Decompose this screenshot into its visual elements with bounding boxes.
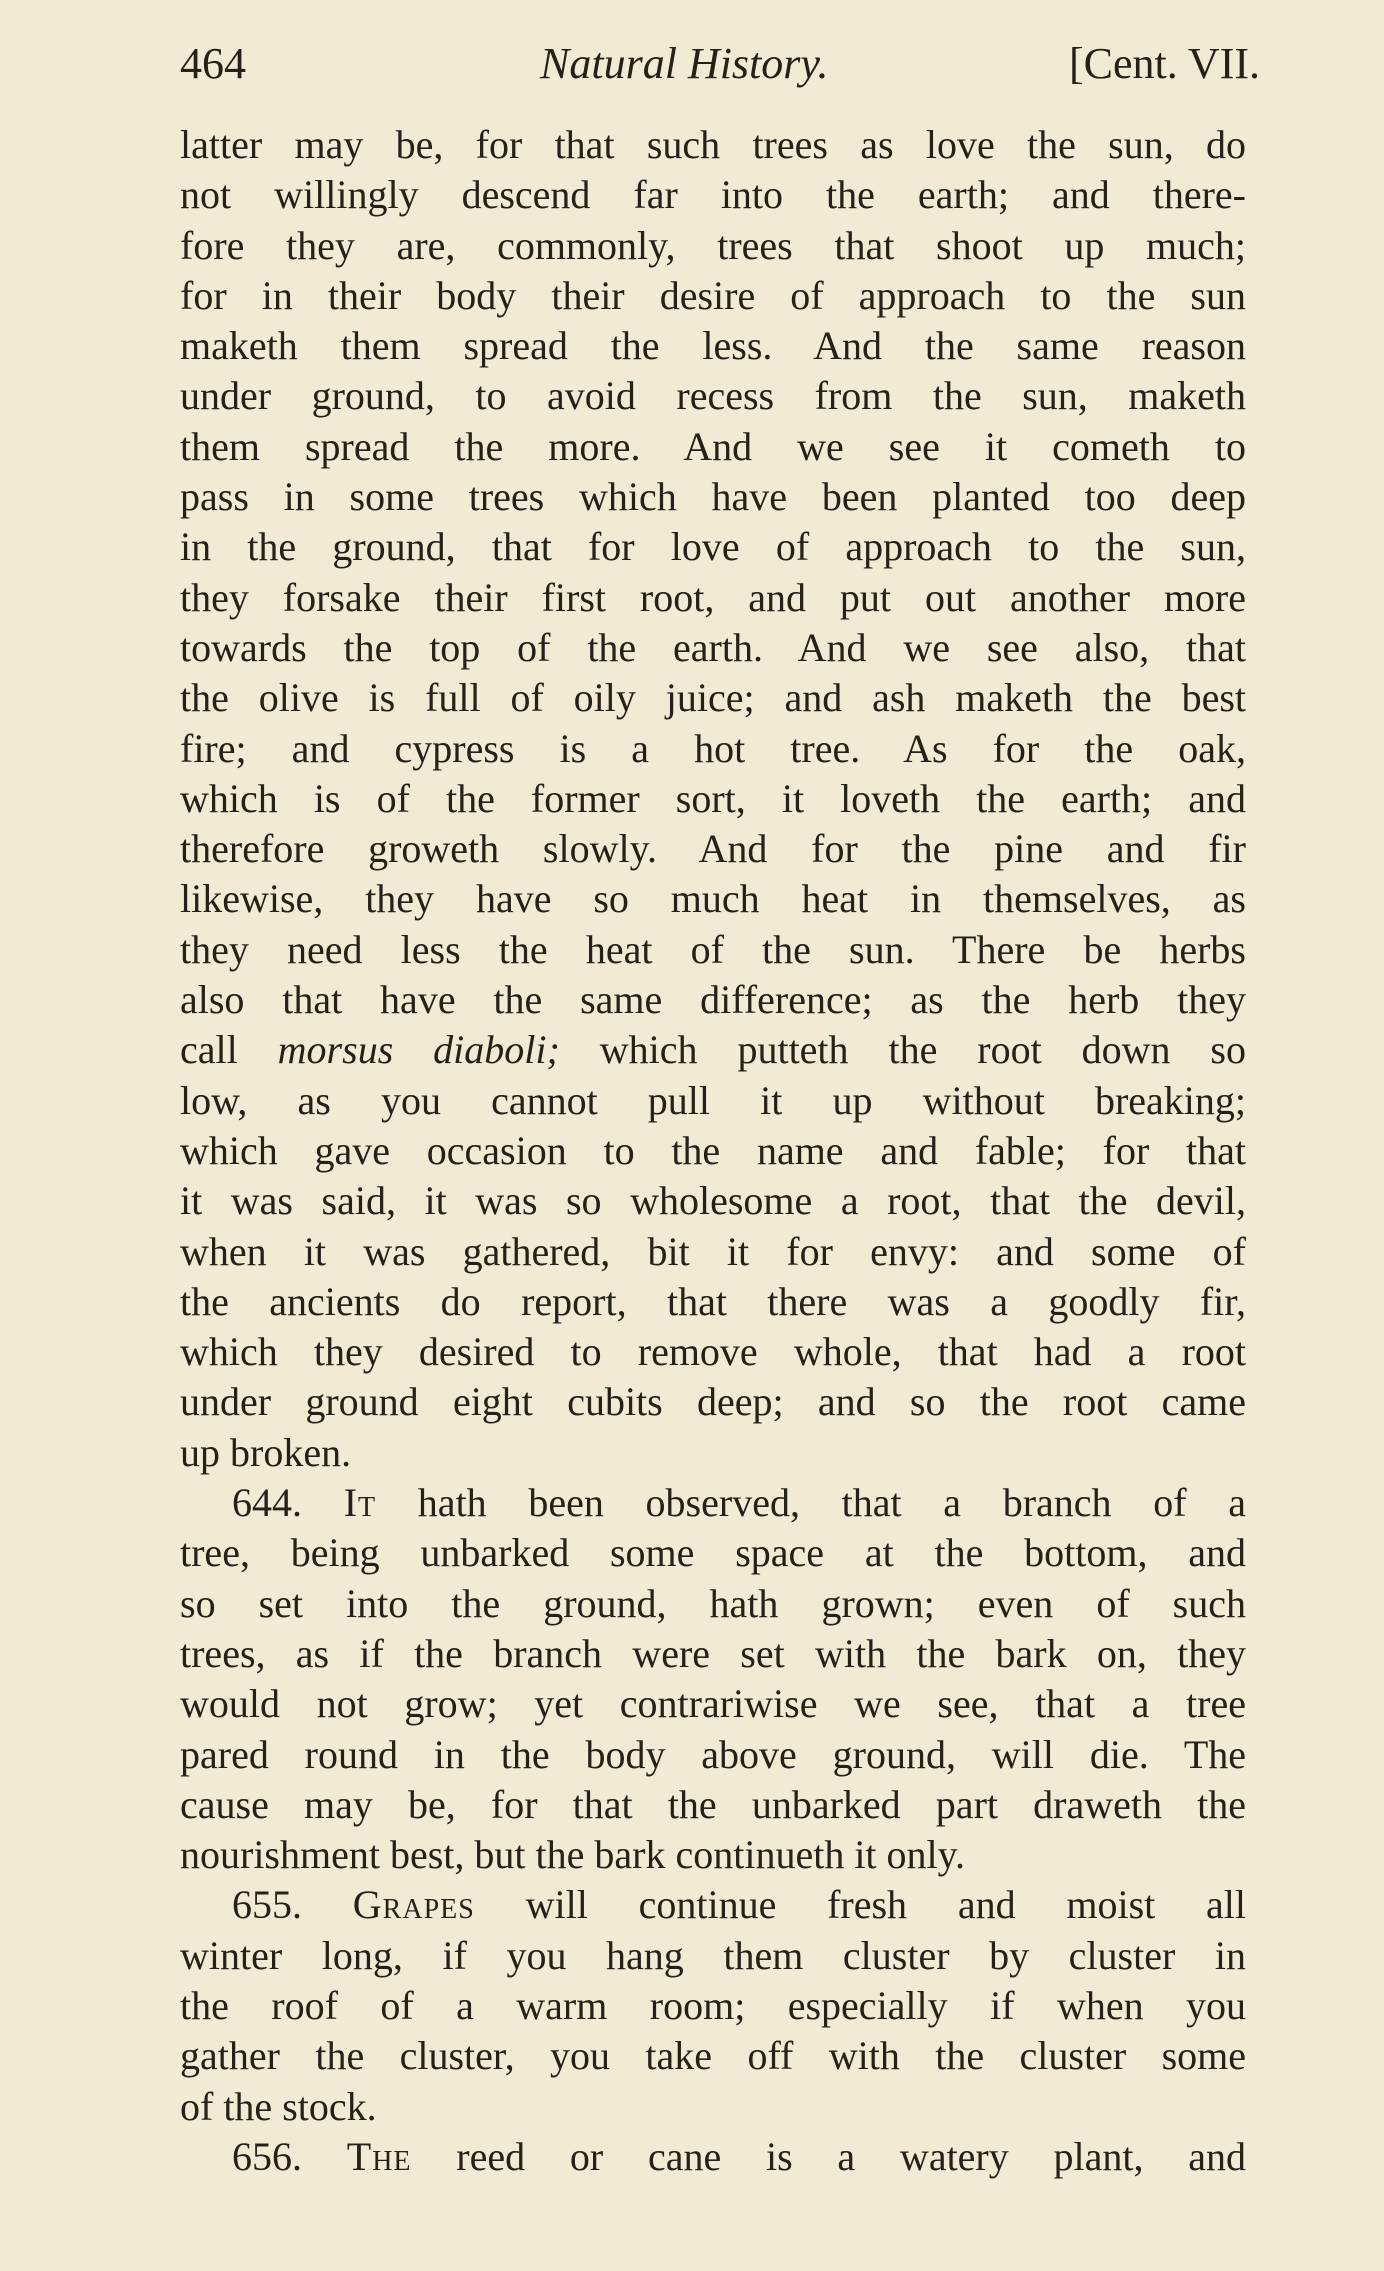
text-line: up broken.: [180, 1429, 352, 1475]
text-line: they need less the heat of the sun. There be herbs: [180, 926, 1246, 972]
opening-word: The: [346, 2133, 412, 2179]
text-line: under ground, to avoid recess from the sun, maketh: [180, 373, 1246, 419]
text-line: latter may be, for that such trees as love the sun, do: [180, 122, 1246, 167]
text-line: would not grow; yet contrariwise we see, that a tree: [180, 1681, 1246, 1727]
opening-word: It: [343, 1480, 377, 1526]
text-line: they forsake their first root, and put out another more: [180, 574, 1246, 620]
text-line: winter long, if you hang them cluster by cluster in: [180, 1932, 1246, 1978]
opening-word: Grapes: [352, 1882, 475, 1928]
text-line: pass in some trees which have been planted too deep: [180, 474, 1246, 520]
text-line: which gave occasion to the name and fable; for that: [180, 1127, 1246, 1173]
text-line: the roof of a warm room; especially if when you: [180, 1982, 1246, 2028]
text-line: of the stock.: [180, 2083, 377, 2129]
text-line: cause may be, for that the unbarked part draweth the: [180, 1781, 1246, 1827]
text-line: which they desired to remove whole, that had a root: [180, 1329, 1246, 1375]
paragraph-number: 656.: [232, 2133, 302, 2179]
paragraph-start-656: [180, 2132, 1246, 2182]
text-line: towards the top of the earth. And we see also, that: [180, 624, 1246, 670]
text-line: nourishment best, but the bark continueth it only.: [180, 1832, 966, 1878]
text-line: also that have the same difference; as the herb they: [180, 977, 1246, 1023]
text-line: not willingly descend far into the earth; and there-: [180, 172, 1246, 218]
page-number: 464: [180, 39, 246, 88]
text-line: pared round in the body above ground, will die. The: [180, 1731, 1246, 1777]
text-line: therefore groweth slowly. And for the pine and fir: [180, 826, 1246, 872]
text-line: which is of the former sort, it loveth the earth; and: [180, 775, 1246, 821]
paragraph-number: 644.: [232, 1480, 302, 1526]
text-line: them spread the more. And we see it cometh to: [180, 423, 1246, 469]
running-title: Natural History.: [540, 39, 829, 88]
paragraph-start-644: [180, 1478, 1246, 1528]
text-line: under ground eight cubits deep; and so the root came: [180, 1379, 1246, 1425]
text-line: trees, as if the branch were set with the bark on, they: [180, 1630, 1246, 1676]
line-text: reed or cane is a watery plant, and: [411, 2133, 1246, 2179]
line-text: which putteth the root down so: [559, 1027, 1246, 1073]
text-line: tree, being unbarked some space at the bottom, and: [180, 1530, 1246, 1576]
text-line: it was said, it was so wholesome a root, that the devil,: [180, 1178, 1246, 1224]
text-line: so set into the ground, hath grown; even of such: [180, 1580, 1246, 1626]
line-text: will continue fresh and moist all: [474, 1882, 1246, 1928]
section-label: [Cent. VII.: [1068, 39, 1260, 88]
text-line: [180, 1025, 1246, 1075]
body-text: [180, 120, 1246, 2182]
text-line: low, as you cannot pull it up without breaking;: [180, 1077, 1246, 1123]
text-line: the ancients do report, that there was a goodly fir,: [180, 1278, 1246, 1324]
text-line: when it was gathered, bit it for envy: and some of: [180, 1228, 1246, 1274]
line-text: hath been observed, that a branch of a: [376, 1480, 1246, 1526]
latin-term: morsus diaboli;: [277, 1027, 560, 1073]
text-line: maketh them spread the less. And the same reason: [180, 323, 1246, 369]
paragraph-number: 655.: [232, 1882, 302, 1928]
text-line: gather the cluster, you take off with the cluster some: [180, 2033, 1246, 2079]
text-line: fore they are, commonly, trees that shoot up much;: [180, 222, 1246, 268]
text-line: likewise, they have so much heat in themselves, as: [180, 876, 1246, 922]
running-header: [180, 38, 1260, 108]
text-line: the olive is full of oily juice; and ash maketh the best: [180, 675, 1246, 721]
line-text: call: [180, 1027, 278, 1073]
text-line: for in their body their desire of approach to the sun: [180, 272, 1246, 318]
paragraph-start-655: [180, 1880, 1246, 1930]
text-line: fire; and cypress is a hot tree. As for the oak,: [180, 725, 1246, 771]
text-line: in the ground, that for love of approach to the sun,: [180, 524, 1246, 570]
